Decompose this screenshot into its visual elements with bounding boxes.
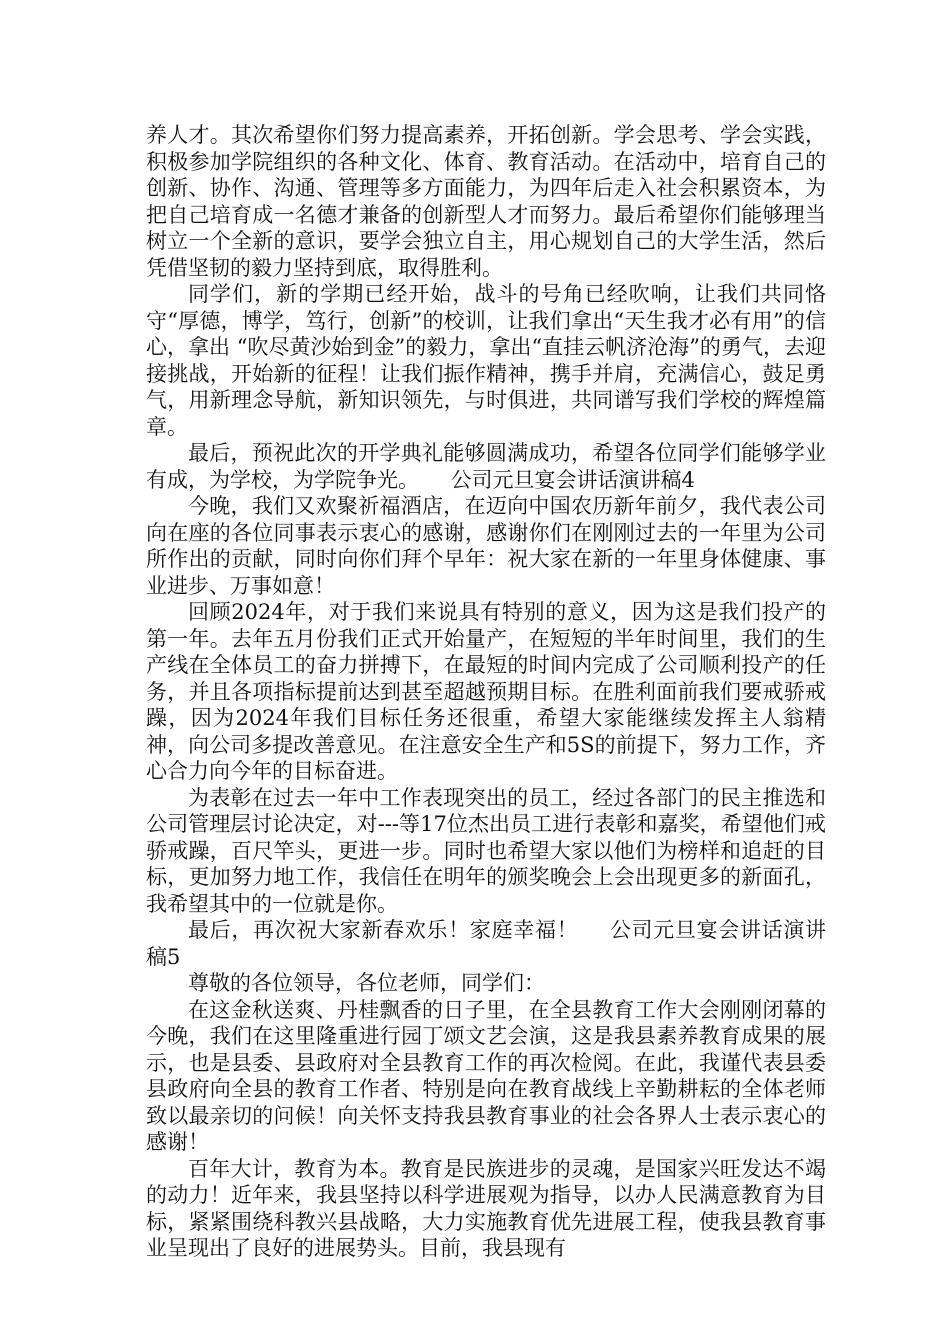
paragraph: 为表彰在过去一年中工作表现突出的员工，经过各部门的民主推选和公司管理层讨论决定，对---等17位杰出员工进行表彰和嘉奖，希望他们戒骄戒躁，百尺竿头，更进一步。同时也希望大家以他们为榜样和追赶的目标，更加努力地工作，我信任在明年的颁奖晚会上会出现更多的新面孔，我希望其中的一位就是你。 [146, 785, 826, 916]
paragraph-text: 最后，再次祝大家新春欢乐！家庭幸福！ [188, 918, 579, 942]
paragraph [146, 440, 826, 493]
section-heading: 公司元旦宴会讲话演讲稿4 [450, 467, 695, 492]
paragraph: 百年大计，教育为本。教育是民族进步的灵魂，是国家兴旺发达不竭的动力！近年来，我县坚持以科学进展观为指导，以办人民满意教育为目标，紧紧围绕科教兴县战略，大力实施教育优先进展工程，使我县教育事业呈现出了良好的进展势头。目前，我县现有 [146, 1156, 826, 1260]
salutation: 尊敬的各位领导，各位老师，同学们： [188, 971, 545, 995]
section-heading: 公司元旦宴会讲话演讲稿5 [146, 918, 827, 969]
paragraph [146, 917, 826, 970]
paragraph: 在这金秋送爽、丹桂飘香的日子里，在全县教育工作大会刚刚闭幕的今晚，我们在这里隆重进行园丁颂文艺会演，这是我县素养教育成果的展示，也是县委、县政府对全县教育工作的再次检阅。在此，我谨代表县委县政府向全县的教育工作者、特别是向在教育战线上辛勤耕耘的全体老师致以最亲切的问候！向关怀支持我县教育事业的社会各界人士表示衷心的感谢！ [146, 997, 826, 1154]
paragraph: 同学们，新的学期已经开始，战斗的号角已经吹响，让我们共同恪守“厚德，博学，笃行，创新”的校训，让我们拿出“天生我才必有用”的信心，拿出 “吹尽黄沙始到金”的毅力，拿出“直挂云帆济沧海”的勇气，去迎接挑战，开始新的征程！让我们振作精神，携手并肩，充满信心，鼓足勇气，用新理念导航，新知识领先，与时俱进，共同谱写我们学校的辉煌篇章。 [146, 282, 826, 439]
paragraph-text: 最后，预祝此次的开学典礼能够圆满成功，希望各位同学们能够学业有成，为学校，为学院争光。 [146, 441, 826, 492]
paragraph: 今晚，我们又欢聚祈福酒店，在迈向中国农历新年前夕，我代表公司向在座的各位同事表示衷心的感谢，感谢你们在刚刚过去的一年里为公司所作出的贡献，同时向你们拜个早年：祝大家在新的一年里身体健康、事业进步、万事如意！ [146, 494, 826, 598]
paragraph: 回顾2024年，对于我们来说具有特别的意义，因为这是我们投产的第一年。去年五月份我们正式开始量产，在短短的半年时间里，我们的生产线在全体员工的奋力拼搏下，在最短的时间内完成了公司顺利投产的任务，并且各项指标提前达到甚至超越预期目标。在胜利面前我们要戒骄戒躁，因为2024年我们目标任务还很重，希望大家能继续发挥主人翁精神，向公司多提改善意见。在注意安全生产和5S的前提下，努力工作，齐心合力向今年的目标奋进。 [146, 600, 826, 783]
document-body [146, 122, 826, 1262]
paragraph: 养人才。其次希望你们努力提高素养，开拓创新。学会思考、学会实践，积极参加学院组织的各种文化、体育、教育活动。在活动中，培育自己的创新、协作、沟通、管理等多方面能力，为四年后走入社会积累资本，为把自己培育成一名德才兼备的创新型人才而努力。最后希望你们能够理当树立一个全新的意识，要学会独立自主，用心规划自己的大学生活，然后凭借坚韧的毅力坚持到底，取得胜利。 [146, 123, 826, 280]
